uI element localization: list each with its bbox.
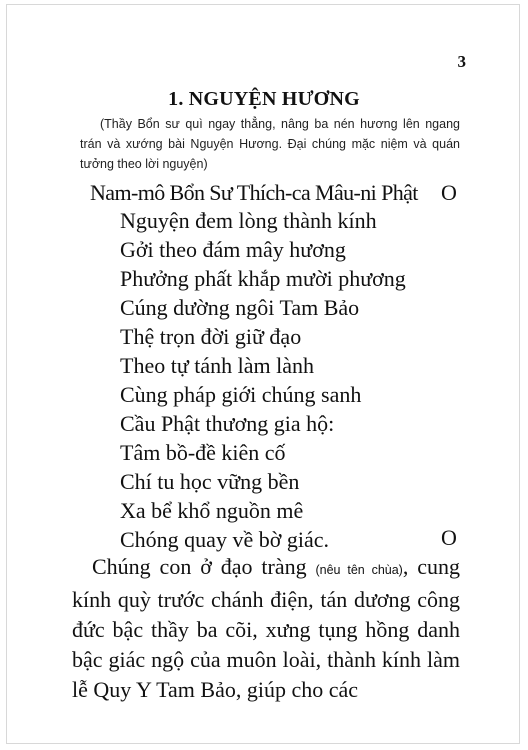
section-title: 1. NGUYỆN HƯƠNG (168, 88, 360, 110)
verse-line: Cầu Phật thương gia hộ: (120, 411, 335, 436)
paragraph-text (72, 552, 460, 705)
paragraph-before-note: Chúng con ở đạo tràng (92, 554, 316, 579)
instruction-text: (Thầy Bổn sư quì ngay thẳng, nâng ba nén hương lên ngang trán và xướng bài Nguyện Hương. Đại chúng mặc niệm và quán tưởng theo lời nguyện) (80, 117, 460, 171)
invocation-line: Nam-mô Bổn Sư Thích-ca Mâu-ni Phật (90, 180, 418, 205)
verse-line: Chóng quay về bờ giác. (120, 527, 329, 552)
verse-line: Cùng pháp giới chúng sanh (120, 382, 362, 407)
verse-line: Theo tự tánh làm lành (120, 353, 314, 378)
bell-mark-invocation: O (441, 180, 457, 205)
verse-list (120, 206, 406, 554)
verse-line: Chí tu học vững bền (120, 469, 300, 494)
verse-line: Xa bể khổ nguồn mê (120, 498, 304, 523)
bell-mark-verse-end: O (441, 525, 457, 550)
page-number: 3 (457, 52, 466, 71)
verse-line: Phưởng phất khắp mười phương (120, 266, 406, 291)
verse-line: Gởi theo đám mây hương (120, 237, 346, 262)
verse-line: Thệ trọn đời giữ đạo (120, 324, 302, 349)
body-paragraph (72, 552, 460, 705)
paragraph-after-note: , cung kính quỳ trước chánh điện, tán dương công đức bậc thầy ba cõi, xưng tụng hồng danh bậc giác ngộ của muôn loài, thành kính làm lễ Quy Y Tam Bảo, giúp cho các (72, 554, 461, 702)
verse-line: Nguyện đem lòng thành kính (120, 208, 377, 233)
verse-line: Tâm bồ-đề kiên cố (120, 440, 286, 465)
verse-line: Cúng dường ngôi Tam Bảo (120, 295, 360, 320)
temple-name-note: (nêu tên chùa) (315, 563, 403, 577)
instruction-note (80, 114, 460, 174)
